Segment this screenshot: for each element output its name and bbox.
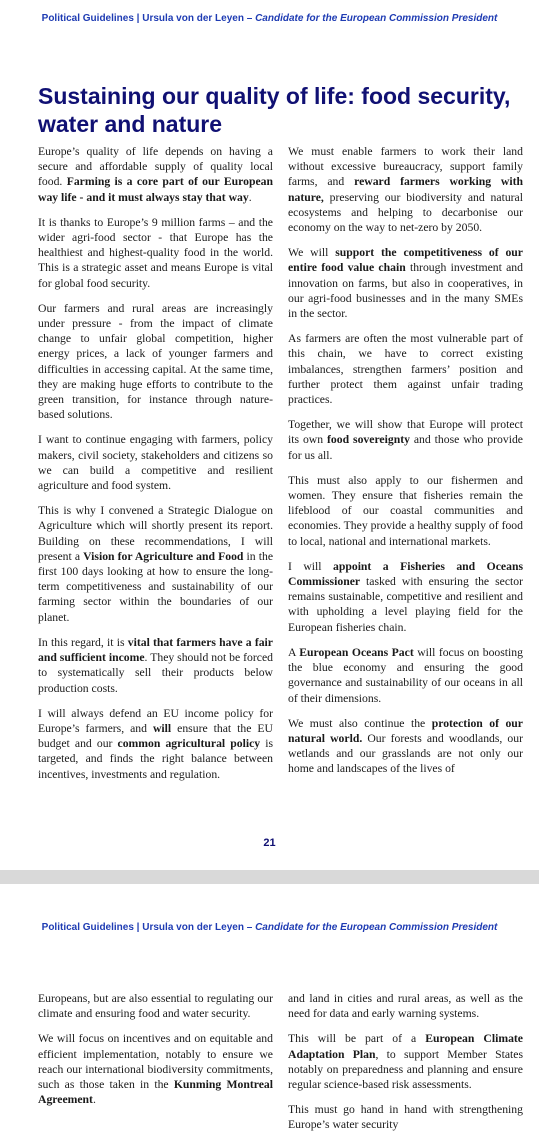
paragraph: I will appoint a Fisheries and Oceans Commissioner tasked with ensuring the sector remains sustainable, competitive and resilient and with upholding a level playing field for the European fisheries chain. <box>288 559 523 634</box>
right-column <box>288 144 523 787</box>
left-column <box>38 144 273 792</box>
paragraph: A European Oceans Pact will focus on boosting the blue economy and ensuring the good governance and sustainability of our oceans in all of their dimensions. <box>288 645 523 705</box>
page-header: Political Guidelines | Ursula von der Leyen – Candidate for the European Commission President <box>41 13 498 24</box>
paragraph: We will support the competitiveness of our entire food value chain through investment and innovation on farms, but also in cooperatives, in our agri-food businesses and in the many SMEs in the sector. <box>288 246 523 321</box>
right-column <box>288 991 523 1136</box>
paragraph: I will always defend an EU income policy for Europe’s farmers, and will ensure that the EU budget and our common agricultural policy is targeted, and finds the right balance between incentives, investments and regulation. <box>38 706 274 781</box>
paragraph: We will focus on incentives and on equitable and efficient implementation, notably to ensure we reach our international biodiversity commitments, such as those taken in the Kunming Montreal Agreement. <box>38 1032 273 1107</box>
paragraph: Our farmers and rural areas are increasingly under pressure - from the impact of climate change to unfair global competition, higher energy prices, a lack of younger farmers and difficulties in accessing capital. At the same time, they are making huge efforts to contribute to the green transition, for instance through nature-based solutions. <box>38 301 273 422</box>
paragraph: Europeans, but are also essential to regulating our climate and ensuring food and water security. <box>38 992 273 1021</box>
paragraph: and land in cities and rural areas, as well as the need for data and early warning systems. <box>288 992 523 1021</box>
paragraph: This will be part of a European Climate Adaptation Plan, to support Member States notably on preparedness and planning and ensure regular science-based risk assessments. <box>288 1032 523 1092</box>
left-column <box>38 991 273 1117</box>
paragraph: In this regard, it is vital that farmers have a fair and sufficient income. They should not be forced to systematically sell their products below production costs. <box>38 635 273 695</box>
section-title: Sustaining our quality of life: food security, water and nature <box>38 83 511 137</box>
paragraph: This is why I convened a Strategic Dialogue on Agriculture which will shortly present its report. Building on these recommendations, I will present a Vision for Agriculture and Food in the first 100 days looking at how to ensure the long-term competitiveness and sustainability of our farming sector within the boundaries of our planet. <box>38 504 274 624</box>
paragraph: Europe’s quality of life depends on having a secure and affordable supply of quality local food. Farming is a core part of our European way life - and it must always stay that way. <box>38 145 273 204</box>
document-page-22 <box>0 884 539 1136</box>
paragraph: This must also apply to our fishermen and women. They ensure that fisheries remain the lifeblood of our coastal communities and economies. They provide a healthy supply of food to local, national and international markets. <box>288 473 523 548</box>
paragraph: We must also continue the protection of our natural world. Our forests and woodlands, our wetlands and our grasslands are not only our home and landscapes of the lives of <box>288 716 524 776</box>
paragraph: It is thanks to Europe’s 9 million farms – and the wider agri-food sector - that Europe has the healthiest and highest-quality food in the world. This is a strategic asset and means Europe is vital for global food security. <box>38 215 273 290</box>
page-header: Political Guidelines | Ursula von der Leyen – Candidate for the European Commission President <box>41 922 498 933</box>
paragraph: Together, we will show that Europe will protect its own food sovereignty and those who provide for us all. <box>288 418 523 462</box>
paragraph: As farmers are often the most vulnerable part of this chain, we have to correct existing imbalances, strengthen farmers’ position and further protect them against unfair trading practices. <box>288 332 523 407</box>
paragraph: This must go hand in hand with strengthening Europe’s water security <box>288 1103 523 1132</box>
paragraph: We must enable farmers to work their land without excessive bureaucracy, support family farms, and reward farmers working with nature, preserving our biodiversity and natural ecosystems and helping to decarbonise our economy on the way to net-zero by 2050. <box>288 145 523 235</box>
paragraph: I want to continue engaging with farmers, policy makers, civil society, stakeholders and citizens so we can build a competitive and resilient agriculture and food system. <box>38 433 273 493</box>
page-number: 21 <box>263 837 276 849</box>
